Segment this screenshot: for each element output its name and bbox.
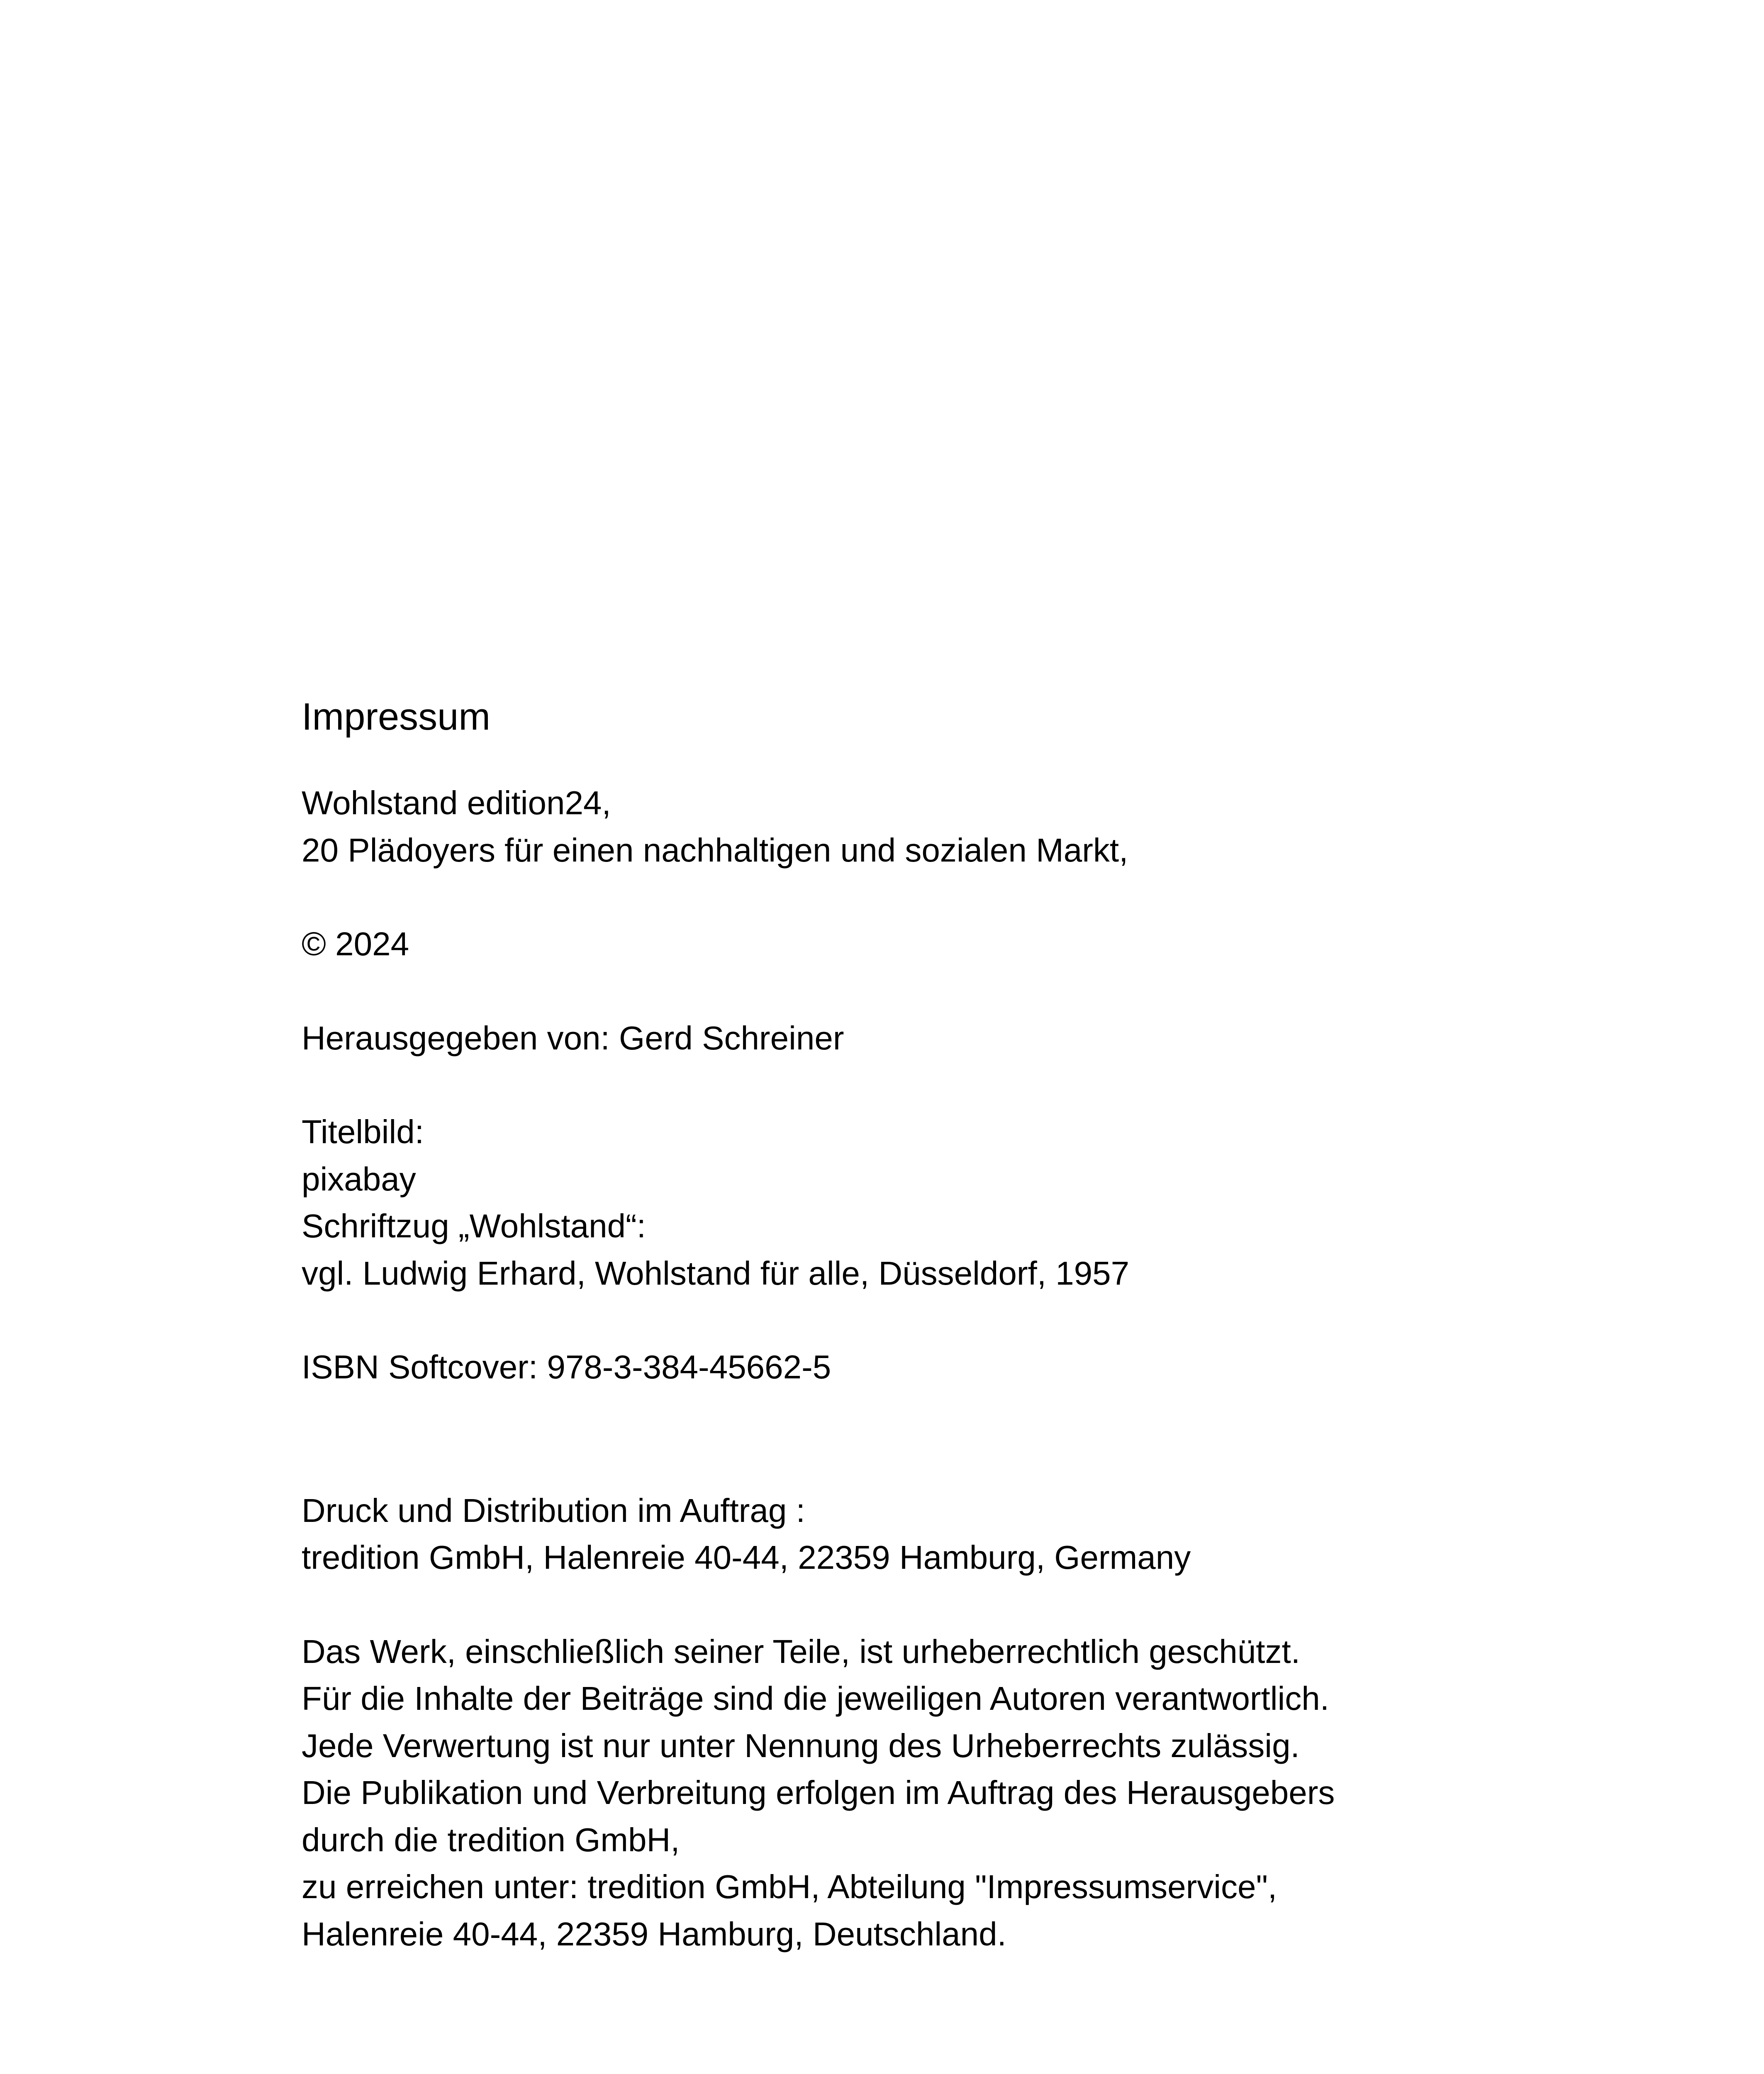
legal-notice-line: Jede Verwertung ist nur unter Nennung des Urheberrechts zulässig. [302, 1727, 1300, 1764]
legal-notice-block [302, 1628, 1588, 1958]
legal-notice-line: Die Publikation und Verbreitung erfolgen im Auftrag des Herausgebers [302, 1774, 1335, 1811]
legal-notice-line: Halenreie 40-44, 22359 Hamburg, Deutschland. [302, 1915, 1006, 1952]
book-subtitle-line: 20 Plädoyers für einen nachhaltigen und sozialen Markt, [302, 831, 1128, 869]
legal-notice-line: durch die tredition GmbH, [302, 1821, 680, 1858]
isbn-line: ISBN Softcover: 978-3-384-45662-5 [302, 1349, 831, 1385]
legal-notice-line: Das Werk, einschließlich seiner Teile, ist urheberrechtlich geschützt. [302, 1633, 1300, 1670]
cover-image-label: Titelbild: [302, 1113, 424, 1150]
legal-notice-line: Für die Inhalte der Beiträge sind die jeweiligen Autoren verantwortlich. [302, 1680, 1329, 1717]
cover-credits-block [302, 1108, 1588, 1297]
distribution-label: Druck und Distribution im Auftrag : [302, 1492, 805, 1529]
book-title-block [302, 779, 1588, 874]
book-title-line: Wohlstand edition24, [302, 784, 611, 821]
copyright-block [302, 920, 1588, 968]
lettering-source: vgl. Ludwig Erhard, Wohlstand für alle, Düsseldorf, 1957 [302, 1254, 1130, 1292]
distribution-block [302, 1487, 1588, 1581]
imprint-heading: Impressum [302, 696, 490, 738]
cover-image-source: pixabay [302, 1160, 416, 1198]
distribution-address: tredition GmbH, Halenreie 40-44, 22359 Hamburg, Germany [302, 1539, 1191, 1576]
copyright-notice: © 2024 [302, 925, 409, 962]
lettering-label: Schriftzug „Wohlstand“: [302, 1207, 646, 1244]
isbn-block [302, 1344, 1588, 1391]
editor-block [302, 1015, 1588, 1062]
editor-line: Herausgegeben von: Gerd Schreiner [302, 1019, 844, 1056]
legal-notice-line: zu erreichen unter: tredition GmbH, Abteilung "Impressumservice", [302, 1868, 1277, 1905]
imprint-section [302, 694, 1588, 1957]
